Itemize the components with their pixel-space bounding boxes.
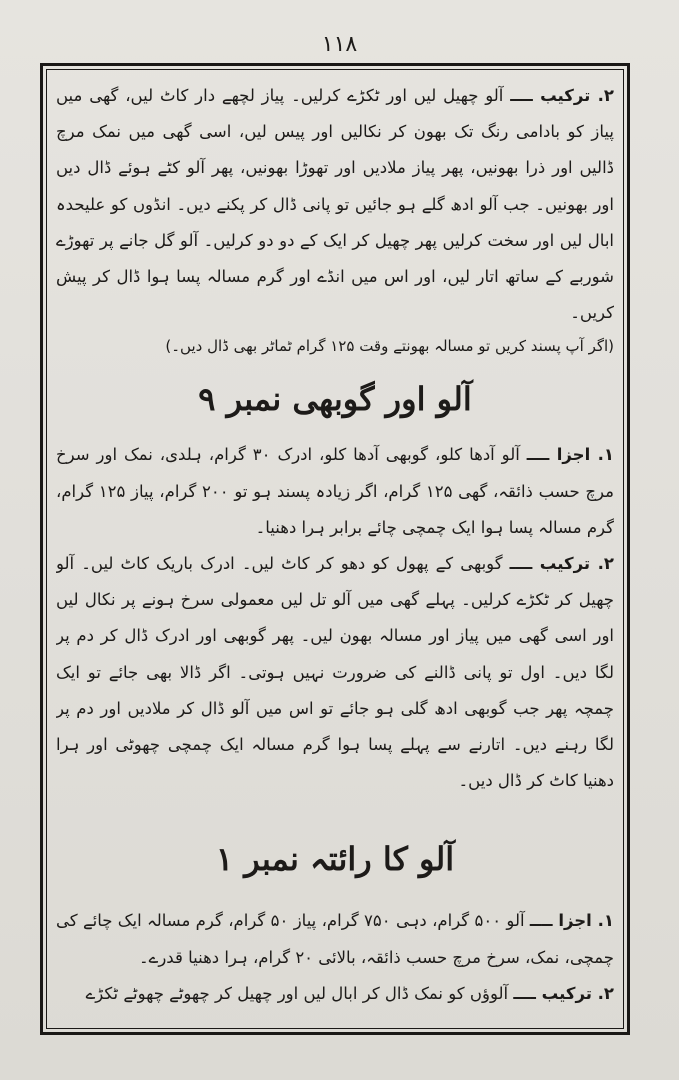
step-label: ۲. ترکیب ــــ: [510, 86, 614, 105]
ingredients-paragraph: [56, 903, 614, 975]
page-number: ۱۱۸: [321, 32, 358, 57]
ingredients-paragraph: [56, 437, 614, 546]
step-text: گوبھی کے پھول کو دھو کر کاٹ لیں۔ ادرک باریک کاٹ لیں۔ آلو چھیل کر ٹکڑے کرلیں۔ پہلے گھی میں آلو تل لیں معمولی سرخ ہونے پر نکال لیں اور اسی گھی میں پیاز اور مسالہ بھون لیں۔ پھر گوبھی اور ادرک ڈال کر دم پر لگا دیں۔ اول تو پانی ڈالنے کی ضرورت نہیں ہوتی۔ اگر ڈالا بھی جائے تو ایک چمچہ پھر جب گوبھی ادھ گلی ہو جائے تو اس میں آلو ڈال کر ملادیں اور دم پر لگا رہنے دیں۔ اتارنے سے پہلے پسا ہوا گرم مسالہ ایک چمچی چھوٹی اور ہرا دھنیا کاٹ کر ڈال دیں۔: [56, 554, 614, 791]
step-label: ۲. ترکیب ــــ: [513, 983, 614, 1003]
ingredients-label: ۱. اجزا ــــ: [529, 911, 614, 931]
recipe-text: [56, 78, 614, 1018]
step-text: آلوؤں کو نمک ڈال کر ابال لیں اور چھیل کر چھوٹے چھوٹے ٹکڑے: [85, 983, 514, 1003]
recipe-title: آلو کا رائتہ نمبر ۱: [215, 840, 455, 879]
recipe-note: (اگر آپ پسند کریں تو مسالہ بھونتے وقت ۱۲۵ گرام ٹماٹر بھی ڈال دیں۔): [165, 337, 614, 356]
recipe-step-paragraph: [56, 78, 614, 331]
ingredients-text: آلو آدھا کلو، گوبھی آدھا کلو، ادرک ۳۰ گرام، ہلدی، نمک اور سرخ مرچ حسب ذائقہ، گھی ۱۲۵ گرام، اگر زیادہ پسند ہو تو ۲۰۰ گرام، پیاز ۱۲۵ گرام، گرم مسالہ پسا ہوا ایک چمچی چائے برابر ہرا دھنیا۔: [56, 445, 614, 537]
ingredients-text: آلو ۵۰۰ گرام، دہی ۷۵۰ گرام، پیاز ۵۰ گرام، گرم مسالہ ایک چائے کی چمچی، نمک، سرخ مرچ حسب ذائقہ، بالائی ۲۰ گرام، ہرا دھنیا قدرے۔: [56, 911, 614, 967]
step-text: آلو چھیل لیں اور ٹکڑے کرلیں۔ پیاز لچھے دار کاٹ لیں، گھی میں پیاز کو بادامی رنگ تک بھون کر نکالیں اور پیس لیں، اسی گھی میں نمک مرچ ڈالیں اور ذرا بھونیں، پھر پیاز ملادیں اور تھوڑا بھونیں، پھر آلو کٹے ہوئے ڈال دیں اور بھونیں۔ جب آلو ادھ گلے ہو جائیں تو پانی ڈال کر پکنے دیں۔ انڈوں کو علیحدہ ابال لیں اور سخت کرلیں پھر چھیل کر ایک کے دو دو کرلیں۔ آلو گل جانے پر تھوڑے شوربے کے ساتھ اتار لیں، اور اس میں انڈے اور گرم مسالہ پسا ہوا ڈال کر پیش کریں۔: [56, 86, 614, 323]
step-label: ۲. ترکیب ــــ: [509, 554, 614, 574]
recipe-title: آلو اور گوبھی نمبر ۹: [198, 380, 472, 419]
ingredients-label: ۱. اجزا ــــ: [526, 445, 614, 465]
recipe-step-paragraph: [56, 976, 614, 1012]
recipe-step-paragraph: [56, 546, 614, 799]
